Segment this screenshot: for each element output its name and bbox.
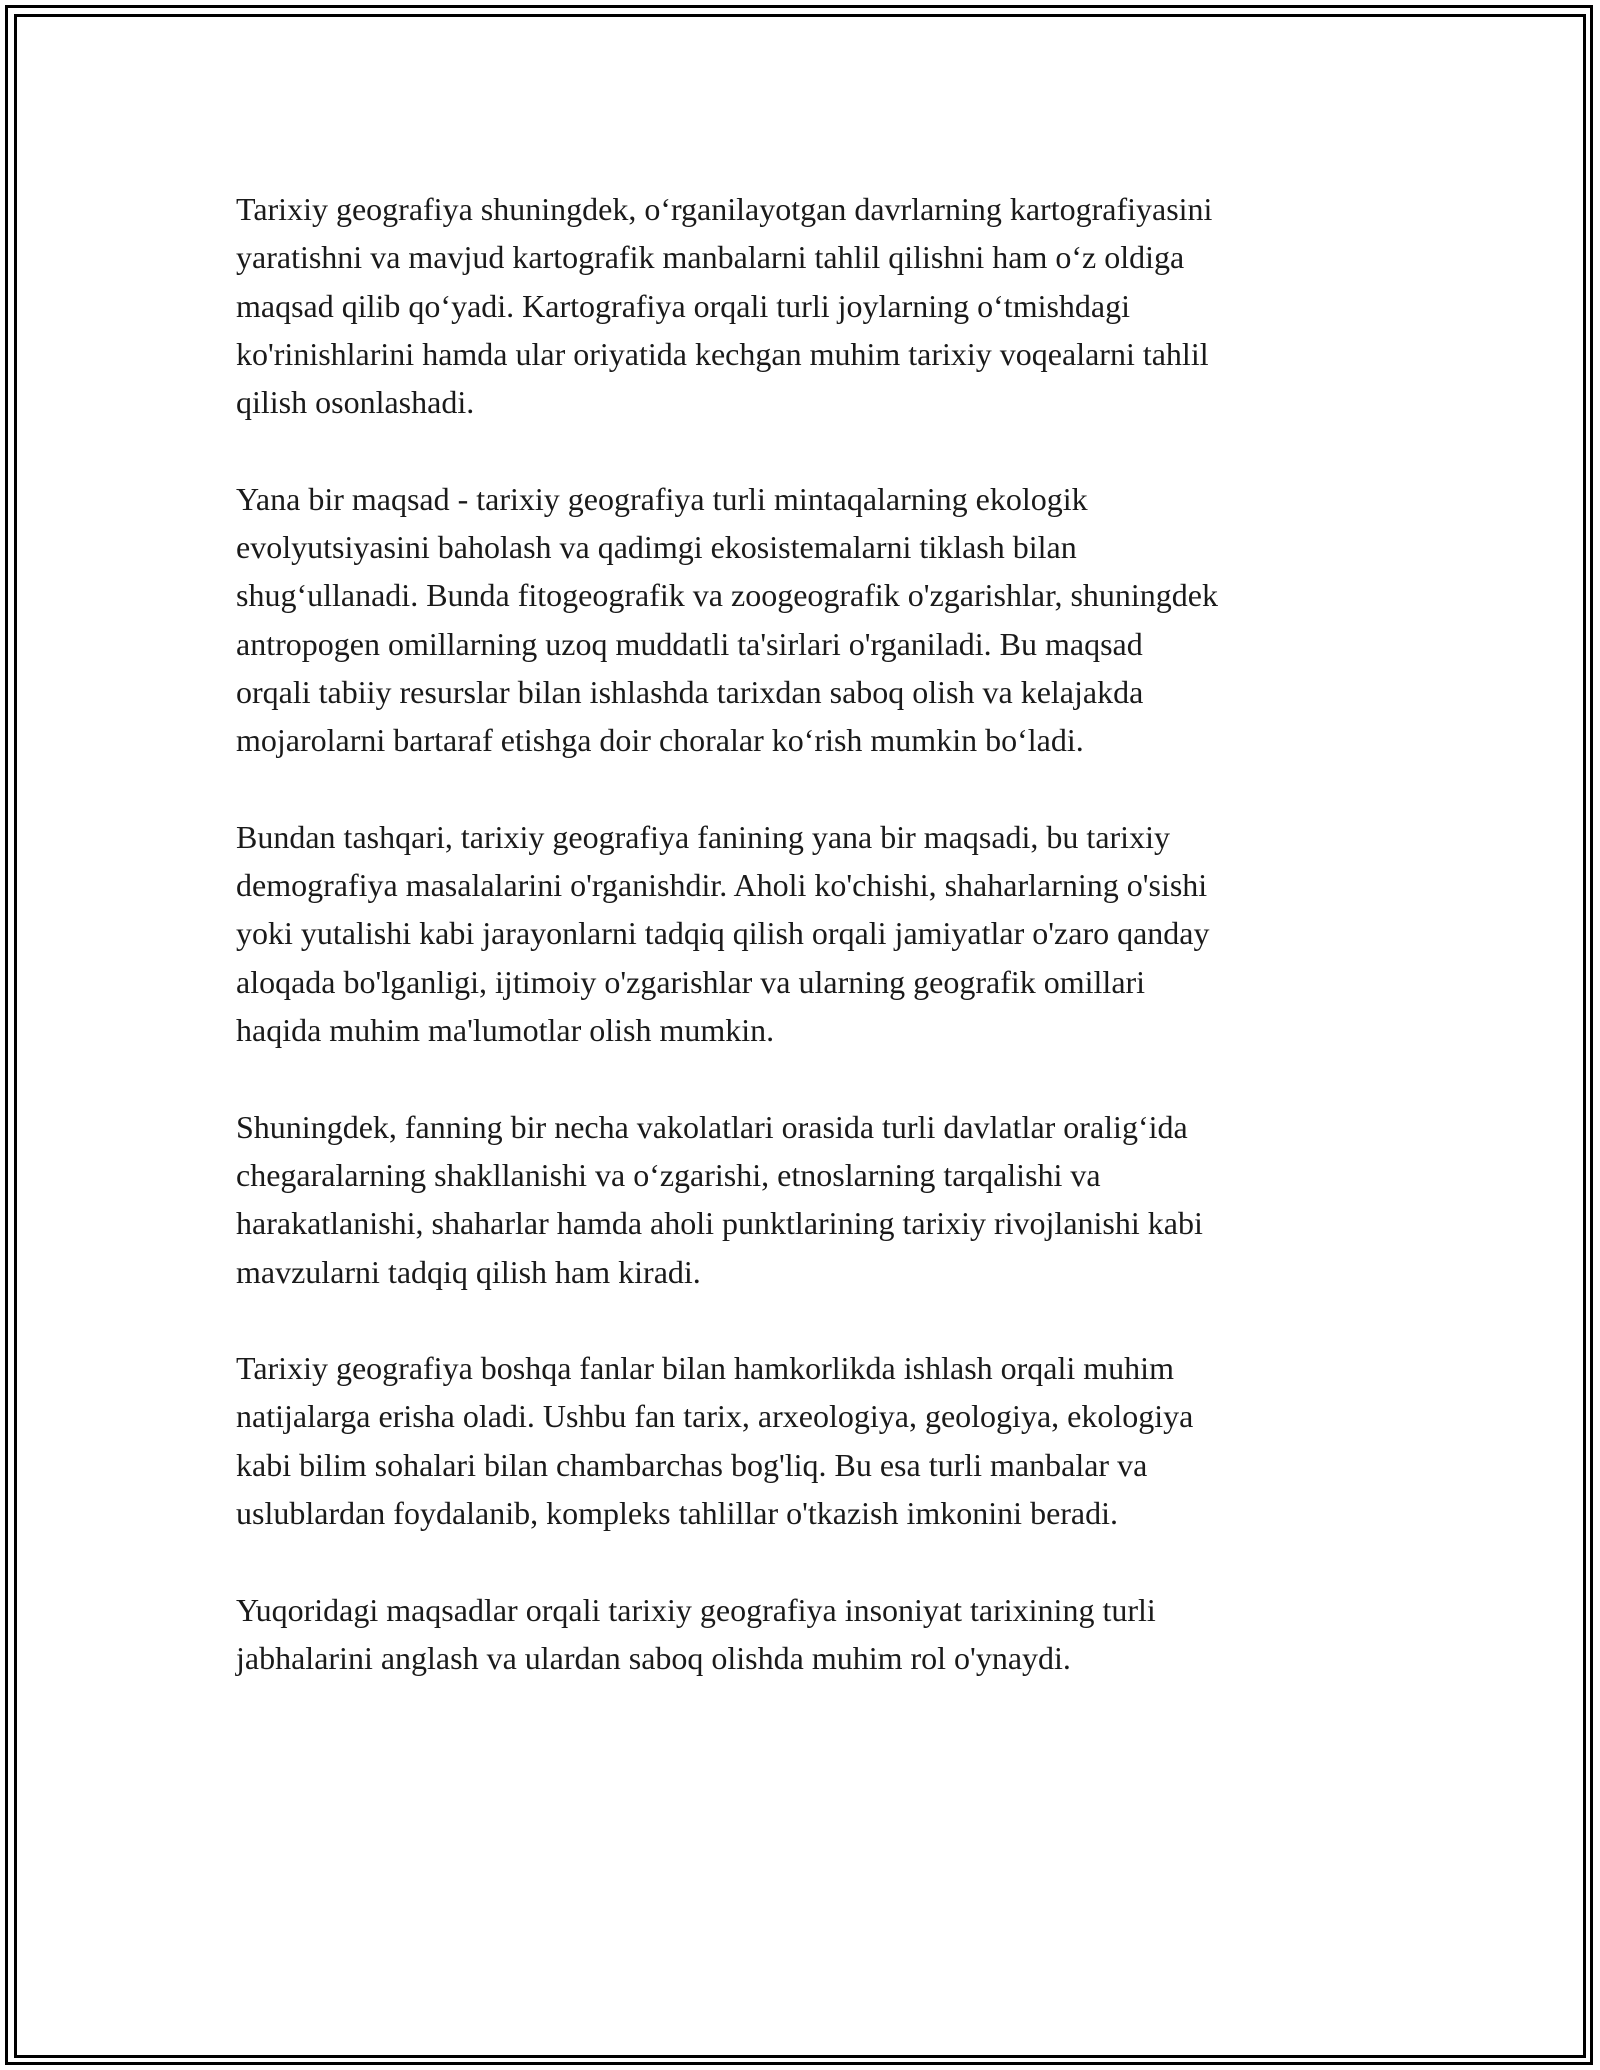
- paragraph-1: Tarixiy geografiya shuningdek, o‘rganilayotgan davrlarning kartografiyasini yaratishni va mavjud kartografik manbalarni tahlil qilishni ham o‘z oldiga maqsad qilib qo‘yadi. Kartografiya orqali turli joylarning o‘tmishdagi ko'rinishlarini hamda ular oriyatida kechgan muhim tarixiy voqealarni tahlil qilish osonlashadi.: [236, 191, 1213, 421]
- document-body: [236, 185, 1371, 1682]
- paragraph-3: Bundan tashqari, tarixiy geografiya fanining yana bir maqsadi, bu tarixiy demografiya masalalarini o'rganishdir. Aholi ko'chishi, shaharlarning o'sishi yoki yutalishi kabi jarayonlarni tadqiq qilish orqali jamiyatlar o'zaro qanday aloqada bo'lganligi, ijtimoiy o'zgarishlar va ularning geografik omillari haqida muhim ma'lumotlar olish mumkin.: [236, 818, 1210, 1049]
- paragraph-2: Yana bir maqsad - tarixiy geografiya turli mintaqalarning ekologik evolyutsiyasini baholash va qadimgi ekosistemalarni tiklash bilan shug‘ullanadi. Bunda fitogeografik va zoogeografik o'zgarishlar, shuningdek antropogen omillarning uzoq muddatli ta'sirlari o'rganiladi. Bu maqsad orqali tabiiy resurslar bilan ishlashda tarixdan saboq olish va kelajakda mojarolarni bartaraf etishga doir choralar ko‘rish mumkin bo‘ladi.: [236, 480, 1218, 759]
- paragraph-5: Tarixiy geografiya boshqa fanlar bilan hamkorlikda ishlash orqali muhim natijalarga erisha oladi. Ushbu fan tarix, arxeologiya, geologiya, ekologiya kabi bilim sohalari bilan chambarchas bog'liq. Bu esa turli manbalar va uslublardan foydalanib, kompleks tahlillar o'tkazish imkonini beradi.: [236, 1350, 1194, 1532]
- paragraph-4: Shuningdek, fanning bir necha vakolatlari orasida turli davlatlar oralig‘ida chegaralarning shakllanishi va o‘zgarishi, etnoslarning tarqalishi va harakatlanishi, shaharlar hamda aholi punktlarining tarixiy rivojlanishi kabi mavzularni tadqiq qilish ham kiradi.: [236, 1108, 1203, 1290]
- paragraph-6: Yuqoridagi maqsadlar orqali tarixiy geografiya insoniyat tarixining turli jabhalarini anglash va ulardan saboq olishda muhim rol o'ynaydi.: [236, 1591, 1156, 1676]
